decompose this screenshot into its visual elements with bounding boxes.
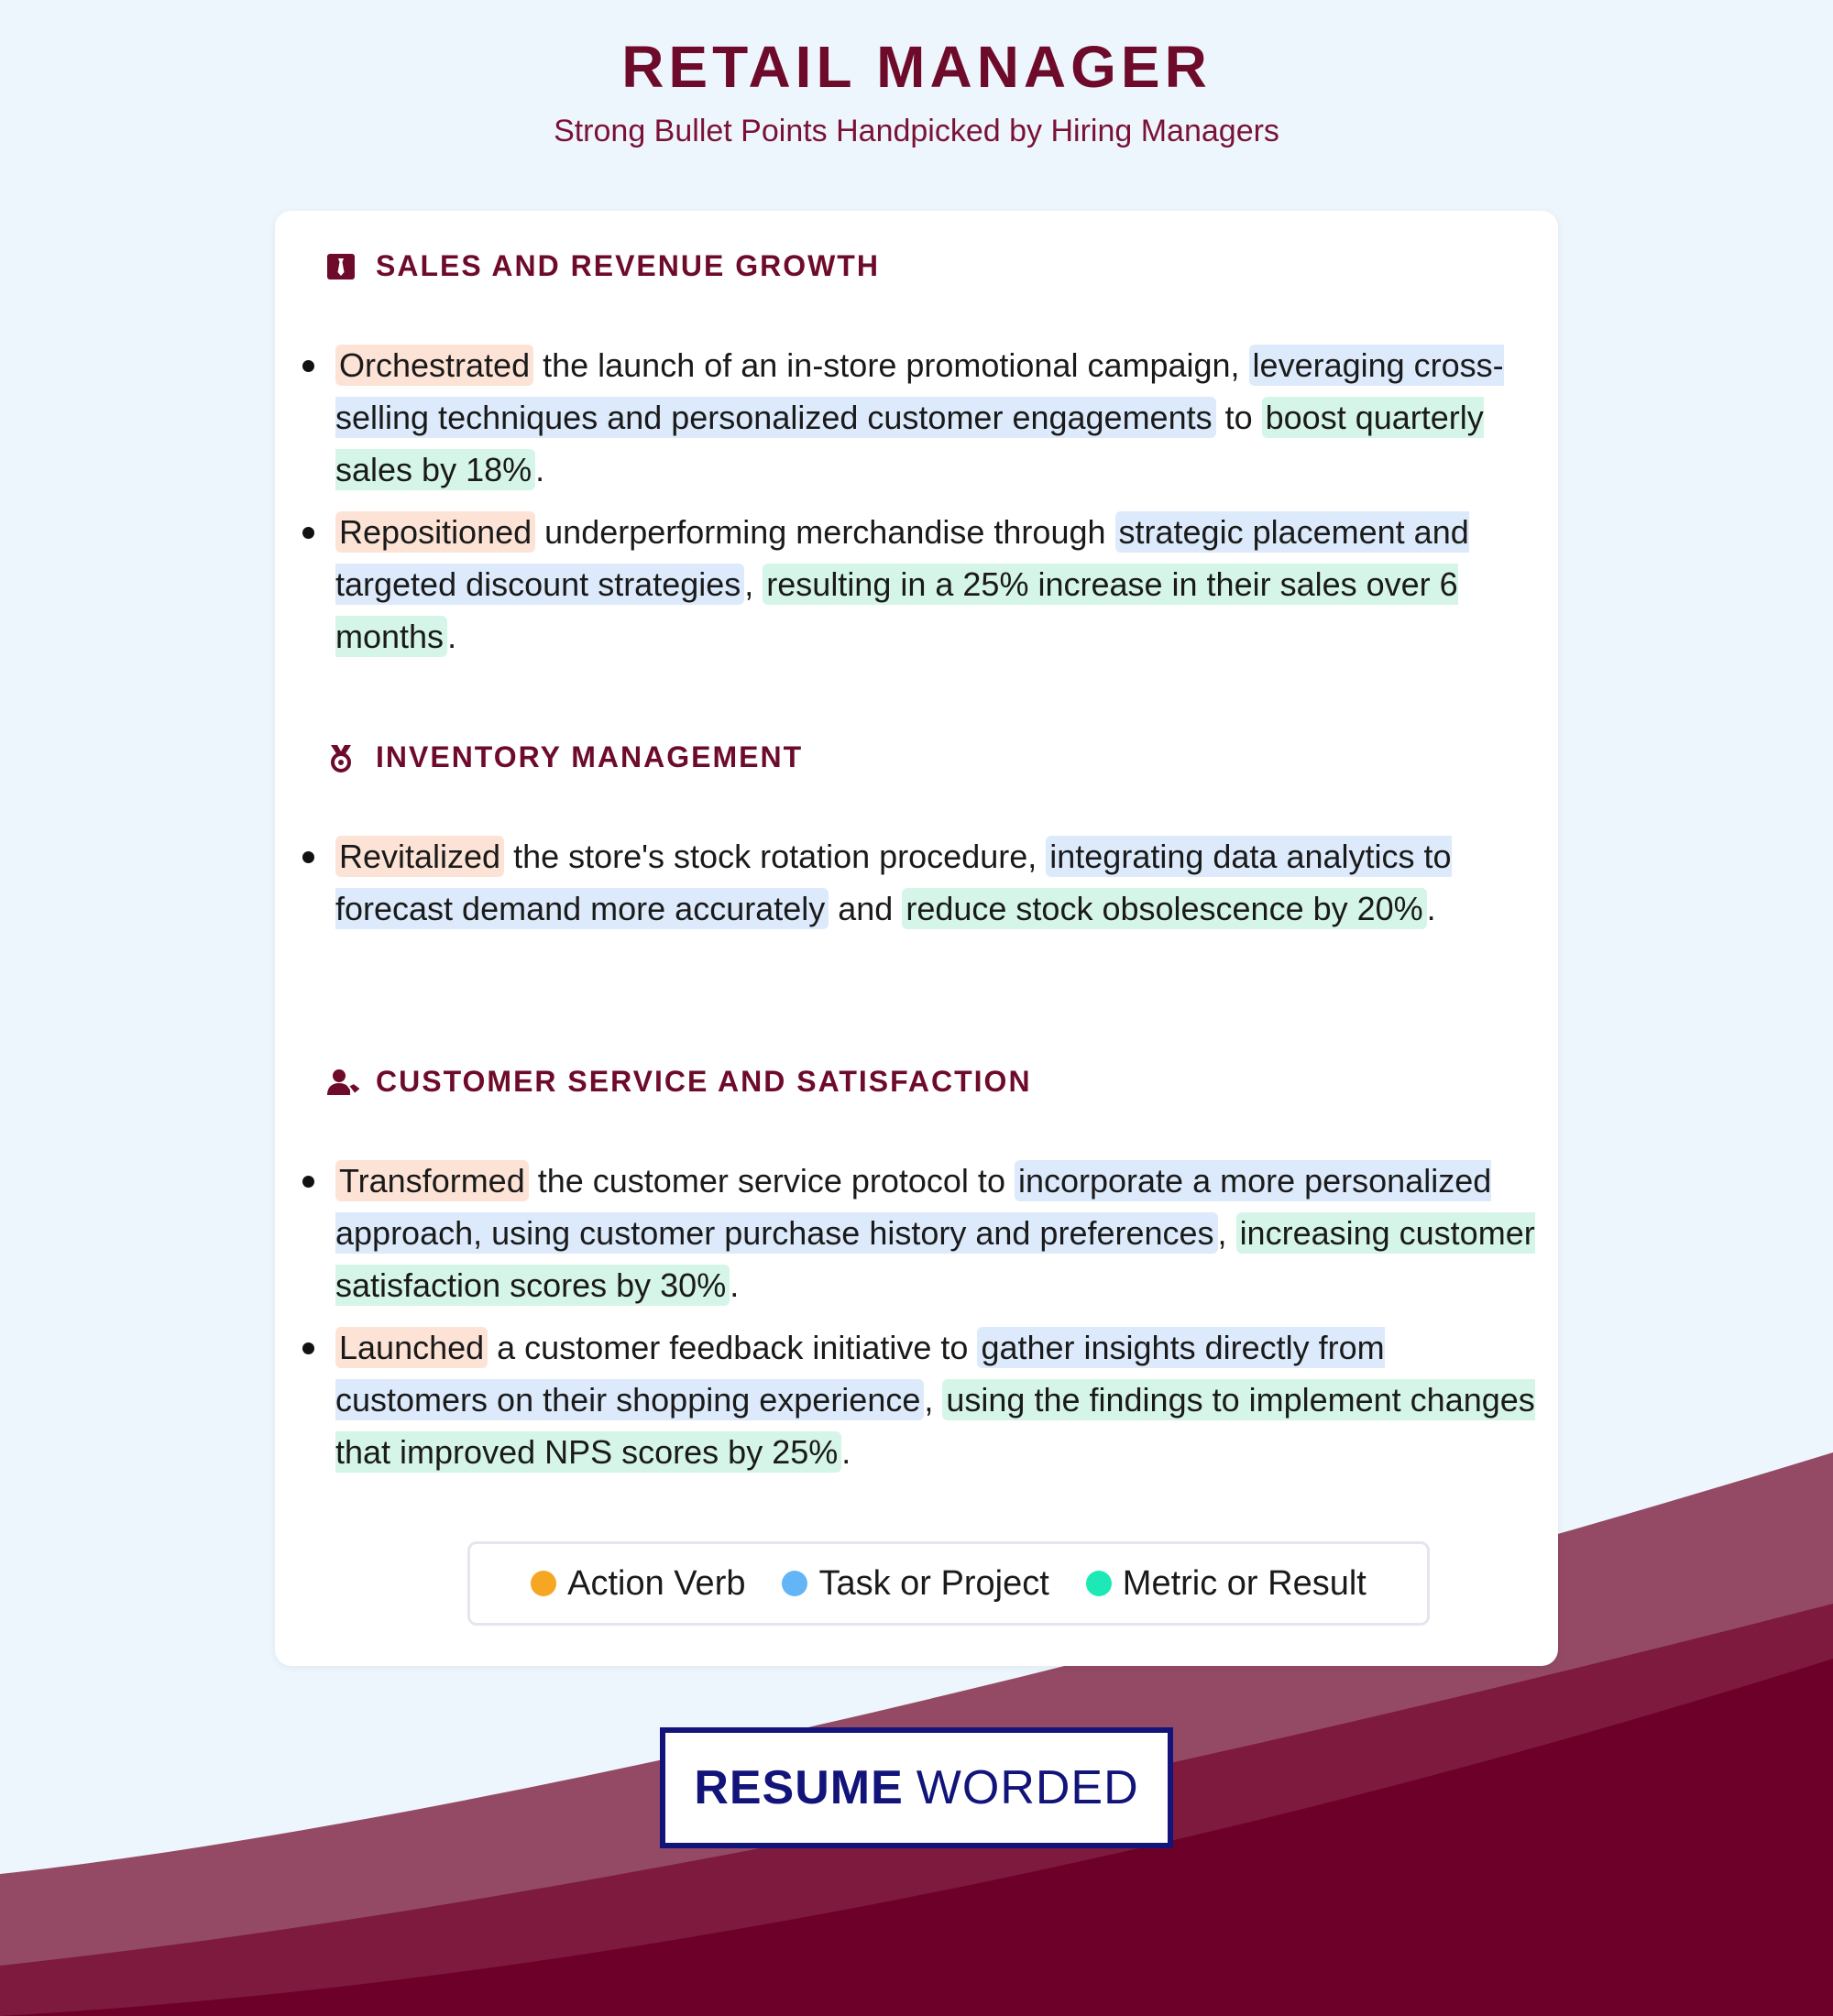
metric-or-result: resulting in a 25% increase in their sales over 6 months — [335, 565, 1458, 655]
metric-or-result: using the findings to implement changes that improved NPS scores by 25% — [335, 1381, 1535, 1471]
bullet-item — [335, 830, 1536, 935]
plain-text: , — [924, 1381, 943, 1419]
user-handshake-icon — [326, 1068, 356, 1097]
bullet-dot — [302, 360, 314, 372]
logo-bold-text: RESUME — [694, 1761, 904, 1814]
plain-text: . — [535, 451, 545, 488]
resume-worded-logo — [660, 1727, 1173, 1848]
page-header — [0, 33, 1833, 149]
bullet-dot — [302, 1342, 314, 1354]
legend-task-or-project — [782, 1564, 1048, 1604]
section-bullets — [335, 830, 1536, 945]
tie-icon — [326, 252, 356, 281]
plain-text: underperforming merchandise through — [535, 513, 1115, 551]
metric-or-result: boost quarterly sales by 18% — [335, 399, 1484, 488]
action-verb: Revitalized — [335, 836, 504, 877]
task-or-project: integrating data analytics to forecast demand more accurately — [335, 838, 1452, 927]
medal-icon — [326, 743, 356, 772]
bullet-item — [335, 339, 1536, 496]
legend-label: Action Verb — [567, 1563, 746, 1603]
plain-text: a customer feedback initiative to — [488, 1329, 978, 1366]
section-bullets — [335, 1155, 1536, 1488]
plain-text: and — [829, 890, 903, 927]
section-heading-inventory — [326, 740, 803, 774]
plain-text: . — [730, 1266, 740, 1304]
plain-text: to — [1215, 399, 1262, 436]
bullet-item — [335, 1155, 1536, 1311]
page-title: RETAIL MANAGER — [621, 34, 1212, 100]
task-or-project: incorporate a more personalized approach, using customer purchase history and preferences — [335, 1162, 1492, 1252]
page-subtitle: Strong Bullet Points Handpicked by Hiring Managers — [554, 114, 1279, 148]
logo-regular-text: WORDED — [916, 1761, 1139, 1814]
plain-text: the customer service protocol to — [528, 1162, 1015, 1200]
section-title: INVENTORY MANAGEMENT — [376, 740, 804, 773]
bullet-text — [335, 1155, 1536, 1311]
action-verb: Repositioned — [335, 511, 535, 553]
task-or-project: gather insights directly from customers on their shopping experience — [335, 1329, 1385, 1419]
metric-or-result: reduce stock obsolescence by 20% — [902, 888, 1426, 929]
orange-dot-icon — [531, 1571, 556, 1596]
action-verb: Orchestrated — [335, 345, 533, 386]
plain-text: , — [744, 565, 763, 603]
plain-text: the launch of an in-store promotional campaign, — [533, 346, 1249, 384]
plain-text: . — [1426, 890, 1436, 927]
task-or-project: leveraging cross-selling techniques and personalized customer engagements — [335, 346, 1504, 436]
legend-label: Metric or Result — [1122, 1563, 1367, 1603]
highlight-legend — [467, 1541, 1430, 1626]
section-heading-sales — [326, 249, 880, 283]
task-or-project: strategic placement and targeted discount strategies — [335, 513, 1469, 603]
bullet-dot — [302, 1176, 314, 1188]
teal-dot-icon — [1086, 1571, 1112, 1596]
bullet-dot — [302, 851, 314, 863]
blue-dot-icon — [782, 1571, 807, 1596]
metric-or-result: increasing customer satisfaction scores by 30% — [335, 1214, 1535, 1304]
bullet-points-card — [275, 211, 1558, 1666]
legend-label: Task or Project — [818, 1563, 1049, 1603]
bullet-text — [335, 339, 1536, 496]
legend-action-verb — [531, 1564, 745, 1604]
section-title: CUSTOMER SERVICE AND SATISFACTION — [376, 1065, 1032, 1098]
bullet-text — [335, 506, 1536, 663]
plain-text: , — [1217, 1214, 1236, 1252]
action-verb: Launched — [335, 1327, 488, 1368]
section-bullets — [335, 339, 1536, 673]
legend-metric-or-result — [1086, 1564, 1367, 1604]
action-verb: Transformed — [335, 1160, 529, 1201]
bullet-text — [335, 1321, 1536, 1478]
section-heading-customer-service — [326, 1065, 1032, 1099]
plain-text: the store's stock rotation procedure, — [504, 838, 1047, 875]
bullet-item — [335, 506, 1536, 663]
plain-text: . — [841, 1433, 851, 1471]
bullet-text — [335, 830, 1536, 935]
section-title: SALES AND REVENUE GROWTH — [376, 249, 880, 282]
plain-text: . — [447, 618, 457, 655]
bullet-dot — [302, 527, 314, 539]
bullet-item — [335, 1321, 1536, 1478]
